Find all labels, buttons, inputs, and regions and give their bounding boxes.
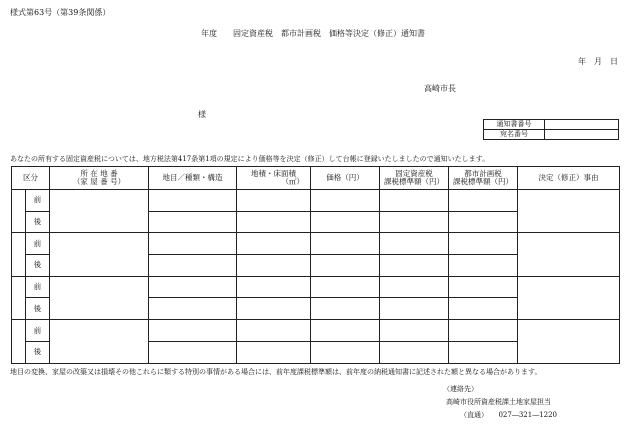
column-header-area-unit: （㎡） — [281, 177, 304, 186]
column-header-reason: 決定（修正）事由 — [518, 167, 620, 190]
contact-office: 高崎市役所資産税課土地家屋担当 — [446, 398, 551, 406]
before-label: 前 — [26, 190, 50, 212]
addressee-number-label: 宛名番号 — [484, 130, 545, 140]
reason-cell — [518, 233, 620, 276]
after-label: 後 — [26, 255, 50, 277]
row-group-cell — [12, 190, 26, 233]
price-cell — [311, 298, 380, 320]
before-label: 前 — [26, 276, 50, 298]
price-cell — [311, 190, 380, 212]
row-group-cell — [12, 233, 26, 276]
contact-phone-label: （直通） — [460, 411, 488, 419]
property-tax-cell — [380, 211, 449, 233]
row-group-cell — [12, 320, 26, 363]
area-cell — [237, 233, 311, 255]
reference-number-box — [483, 119, 619, 140]
table-row — [12, 190, 620, 212]
property-tax-cell — [380, 276, 449, 298]
area-cell — [237, 298, 311, 320]
city-planning-tax-cell — [449, 233, 518, 255]
issuer-name: 高崎市長 — [424, 84, 456, 93]
notice-number-row — [484, 120, 619, 130]
location-cell — [50, 190, 149, 233]
column-header-city-planning-tax-sub: 課税標準額（円） — [453, 177, 513, 186]
column-header-category: 区分 — [12, 167, 50, 190]
addressee-honorific: 様 — [198, 110, 206, 119]
intro-text: あなたの所有する固定資産税については、地方税法第417条第1項の規定により価格等を決定（修正）して台帳に登録いたしましたので通知いたします。 — [10, 155, 490, 163]
table-row — [12, 233, 620, 255]
location-cell — [50, 233, 149, 276]
city-planning-tax-cell — [449, 276, 518, 298]
document-title: 年度 固定資産税 都市計画税 価格等決定（修正）通知書 — [201, 29, 425, 38]
table-row — [12, 320, 620, 342]
column-header-property-tax-base — [380, 167, 449, 190]
property-tax-cell — [380, 341, 449, 363]
column-header-property-tax-sub: 課税標準額（円） — [384, 177, 444, 186]
land-type-cell — [149, 298, 237, 320]
column-header-area — [237, 167, 311, 190]
reason-cell — [518, 190, 620, 233]
area-cell — [237, 341, 311, 363]
city-planning-tax-cell — [449, 320, 518, 342]
city-planning-tax-cell — [449, 341, 518, 363]
city-planning-tax-cell — [449, 298, 518, 320]
after-label: 後 — [26, 298, 50, 320]
price-cell — [311, 320, 380, 342]
column-header-location-sub: （家 屋 番 号） — [72, 177, 126, 186]
notice-number-label: 通知書番号 — [484, 120, 545, 130]
column-header-property-tax-label: 固定資産税 — [395, 169, 433, 179]
property-tax-cell — [380, 233, 449, 255]
addressee-number-row — [484, 130, 619, 140]
before-label: 前 — [26, 233, 50, 255]
area-cell — [237, 255, 311, 277]
column-header-city-planning-tax-label: 都市計画税 — [464, 169, 502, 179]
after-label: 後 — [26, 211, 50, 233]
area-cell — [237, 190, 311, 212]
property-tax-cell — [380, 255, 449, 277]
city-planning-tax-cell — [449, 255, 518, 277]
city-planning-tax-cell — [449, 190, 518, 212]
land-type-cell — [149, 233, 237, 255]
column-header-price: 価格（円） — [311, 167, 380, 190]
notice-number-value — [545, 120, 619, 130]
land-type-cell — [149, 211, 237, 233]
contact-phone-line — [460, 412, 557, 419]
property-tax-cell — [380, 320, 449, 342]
property-tax-cell — [380, 298, 449, 320]
reason-cell — [518, 276, 620, 319]
location-cell — [50, 320, 149, 363]
land-type-cell — [149, 255, 237, 277]
column-header-location — [50, 167, 149, 190]
land-type-cell — [149, 276, 237, 298]
area-cell — [237, 211, 311, 233]
table-header-row — [12, 167, 620, 190]
area-cell — [237, 276, 311, 298]
addressee-number-value — [545, 130, 619, 140]
city-planning-tax-cell — [449, 211, 518, 233]
property-tax-cell — [380, 190, 449, 212]
form-number: 様式第63号（第39条関係） — [10, 8, 111, 17]
column-header-city-planning-tax-base — [449, 167, 518, 190]
contact-heading: （連絡先） — [443, 385, 478, 393]
row-group-cell — [12, 276, 26, 319]
before-label: 前 — [26, 320, 50, 342]
price-cell — [311, 341, 380, 363]
land-type-cell — [149, 190, 237, 212]
land-type-cell — [149, 320, 237, 342]
contact-phone-number: 027―321―1220 — [498, 411, 558, 419]
price-cell — [311, 233, 380, 255]
column-header-land-type: 地目／種類・構造 — [149, 167, 237, 190]
after-label: 後 — [26, 341, 50, 363]
price-cell — [311, 211, 380, 233]
column-header-location-label: 所 在 地 番 — [80, 169, 118, 179]
column-header-area-label: 地積・床面積 — [251, 169, 296, 179]
issue-date: 年 月 日 — [578, 57, 618, 66]
area-cell — [237, 320, 311, 342]
land-type-cell — [149, 341, 237, 363]
valuation-table — [11, 166, 620, 364]
price-cell — [311, 276, 380, 298]
footnote-text: 地目の変換、家屋の改築又は損壊その他これらに類する特別の事情がある場合には、前年度課税標準額は、前年度の納税通知書に記述された額と異なる場合があります。 — [10, 368, 542, 376]
reason-cell — [518, 320, 620, 363]
location-cell — [50, 276, 149, 319]
price-cell — [311, 255, 380, 277]
table-row — [12, 276, 620, 298]
